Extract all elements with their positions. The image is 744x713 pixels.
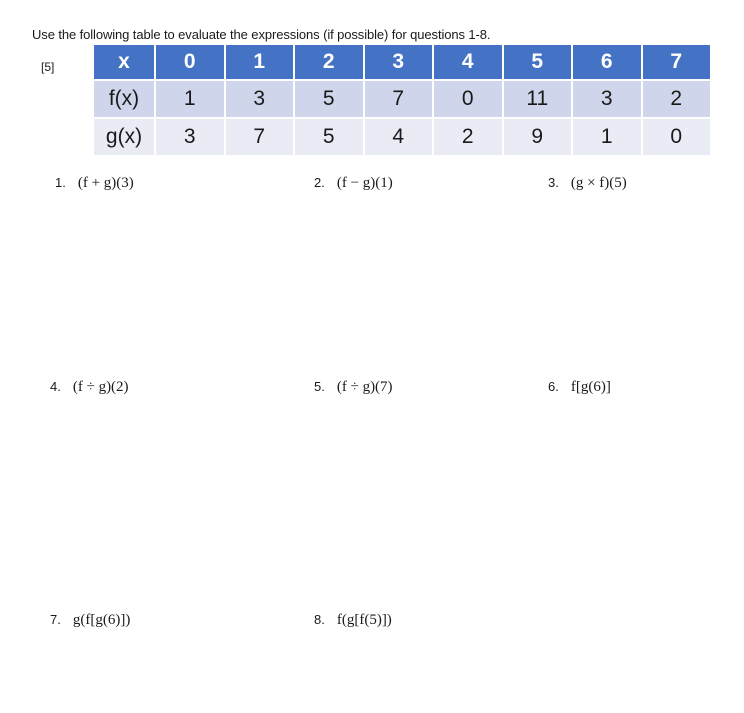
table-cell: 3 xyxy=(225,80,295,118)
question-6 xyxy=(548,379,611,396)
question-5 xyxy=(314,379,393,396)
question-8 xyxy=(314,612,392,629)
table-cell: 2 xyxy=(433,118,503,156)
table-header-cell: 5 xyxy=(503,45,573,80)
table-cell: 5 xyxy=(294,118,364,156)
question-expression: g(f[g(6)]) xyxy=(72,612,131,628)
table-row-g xyxy=(94,118,711,156)
table-cell: 0 xyxy=(642,118,712,156)
table-header-cell: 1 xyxy=(225,45,295,80)
question-2 xyxy=(314,175,393,192)
question-7 xyxy=(50,612,130,629)
question-expression: f[g(6)] xyxy=(570,379,611,395)
table-header-cell: 2 xyxy=(294,45,364,80)
table-cell: 0 xyxy=(433,80,503,118)
table-cell: 9 xyxy=(503,118,573,156)
table-cell: 1 xyxy=(572,118,642,156)
table-cell: 11 xyxy=(503,80,573,118)
table-header-cell: 6 xyxy=(572,45,642,80)
row-label-f: f(x) xyxy=(94,80,155,118)
table-cell: 4 xyxy=(364,118,434,156)
table-cell: 3 xyxy=(572,80,642,118)
question-number: 4. xyxy=(50,379,61,394)
question-number: 7. xyxy=(50,612,61,627)
question-number: 8. xyxy=(314,612,325,627)
row-label-g: g(x) xyxy=(94,118,155,156)
question-expression: (f + g)(3) xyxy=(77,175,134,191)
table-header-cell: 7 xyxy=(642,45,712,80)
table-cell: 5 xyxy=(294,80,364,118)
question-number: 3. xyxy=(548,175,559,190)
table-cell: 7 xyxy=(225,118,295,156)
table-header-cell: x xyxy=(94,45,155,80)
question-number: 2. xyxy=(314,175,325,190)
table-cell: 7 xyxy=(364,80,434,118)
table-row-f xyxy=(94,80,711,118)
table-cell: 3 xyxy=(155,118,225,156)
table-cell: 2 xyxy=(642,80,712,118)
question-expression: (f ÷ g)(2) xyxy=(72,379,129,395)
question-expression: (g × f)(5) xyxy=(570,175,627,191)
table-header-cell: 0 xyxy=(155,45,225,80)
instructions-text: Use the following table to evaluate the expressions (if possible) for questions 1-8. xyxy=(32,27,491,42)
table-cell: 1 xyxy=(155,80,225,118)
table-header-cell: 3 xyxy=(364,45,434,80)
marks-label: [5] xyxy=(41,60,55,74)
question-number: 5. xyxy=(314,379,325,394)
question-number: 6. xyxy=(548,379,559,394)
question-3 xyxy=(548,175,627,192)
table-header-cell: 4 xyxy=(433,45,503,80)
question-4 xyxy=(50,379,129,396)
table-header-row xyxy=(94,45,711,80)
function-values-table xyxy=(94,45,712,157)
question-expression: (f − g)(1) xyxy=(336,175,393,191)
question-expression: f(g[f(5)]) xyxy=(336,612,392,628)
question-expression: (f ÷ g)(7) xyxy=(336,379,393,395)
question-number: 1. xyxy=(55,175,66,190)
question-1 xyxy=(55,175,134,192)
